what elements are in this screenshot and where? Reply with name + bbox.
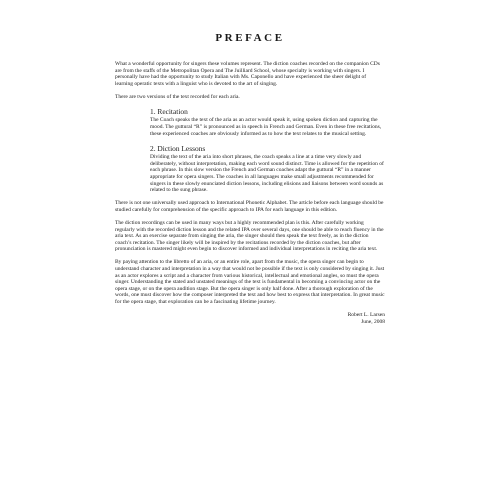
intro-paragraph: There are two versions of the text recorded for each aria. [115, 93, 240, 100]
section-recitation [115, 107, 385, 137]
signature-block [115, 312, 385, 325]
body-paragraph: The diction recordings can be used in many ways but a highly recommended plan is this. After carefully working regularly with the recorded diction lesson and the related IPA over several days, one should be able to reach fluency in the aria text. As an exercise separate from singing the aria, the singer should then speak the text freely, as in the diction coach’s recitation. The singer likely will be inspired by the recitations recorded by the diction coaches, but after pronunciation is mastered might even begin to discover informed and individual interpretations in reciting the aria text. [115, 220, 384, 253]
preface-page [115, 32, 385, 325]
section-heading: 2. Diction Lessons [150, 143, 206, 153]
section-diction-lessons [115, 144, 385, 194]
page-title: PREFACE [215, 32, 285, 44]
section-heading: 1. Recitation [150, 106, 188, 116]
author-name: Robert L. Larsen [347, 312, 385, 319]
body-paragraph: There is not one universally used approach to International Phonetic Alphabet. The article before each language should be studied carefully for comprehension of the specific approach to IPA for each language in this edition. [115, 200, 384, 213]
body-paragraph: By paying attention to the libretto of an aria, or an entire role, apart from the music, the opera singer can begin to understand character and interpretation in a way that would not be possible if the text is only considered by singing it. Just as an actor explores a script and a character from various historical, intellectual and emotional angles, so must the opera singer. Understanding the stated and unstated meanings of the text is fundamental in becoming a convincing actor on the opera stage, or on the opera audition stage. But the opera singer is only half done. After a thorough exploration of the words, one must discover how the composer interpreted the text and how best to express that interpretation. In great music for the opera stage, that exploration can be a fascinating lifetime journey. [115, 259, 385, 306]
section-body: Dividing the text of the aria into short phrases, the coach speaks a line at a time very slowly and deliberately, without interpretation, making each word sound distinct. Time is allowed for the repetition of each phrase. In this slow version the French and German coaches adapt the guttural “R” in a manner appropriate for opera singers. The coaches in all languages make small adjustments recommended for singers in these slowly enunciated diction lessons, including elisions and liaisons between word sounds as related to the sung phrase. [150, 154, 384, 194]
section-body: The Coach speaks the text of the aria as an actor would speak it, using spoken diction and capturing the mood. The guttural “R” is pronounced as in speech in French and German. Even in these free recitations, these experienced coaches are obviously informed as to how the text relates to the musical setting. [150, 117, 382, 137]
signature-date: June, 2008 [361, 318, 385, 325]
intro-paragraph: What a wonderful opportunity for singers these volumes represent. The diction coaches recorded on the companion CDs are from the staffs of the Metropolitan Opera and The Juilliard School, whose specialty is working with singers. I personally have had the opportunity to study Italian with Ms. Caponello and have experienced the sheer delight of learning operatic texts with a linguist who is devoted to the art of singing. [115, 61, 380, 87]
